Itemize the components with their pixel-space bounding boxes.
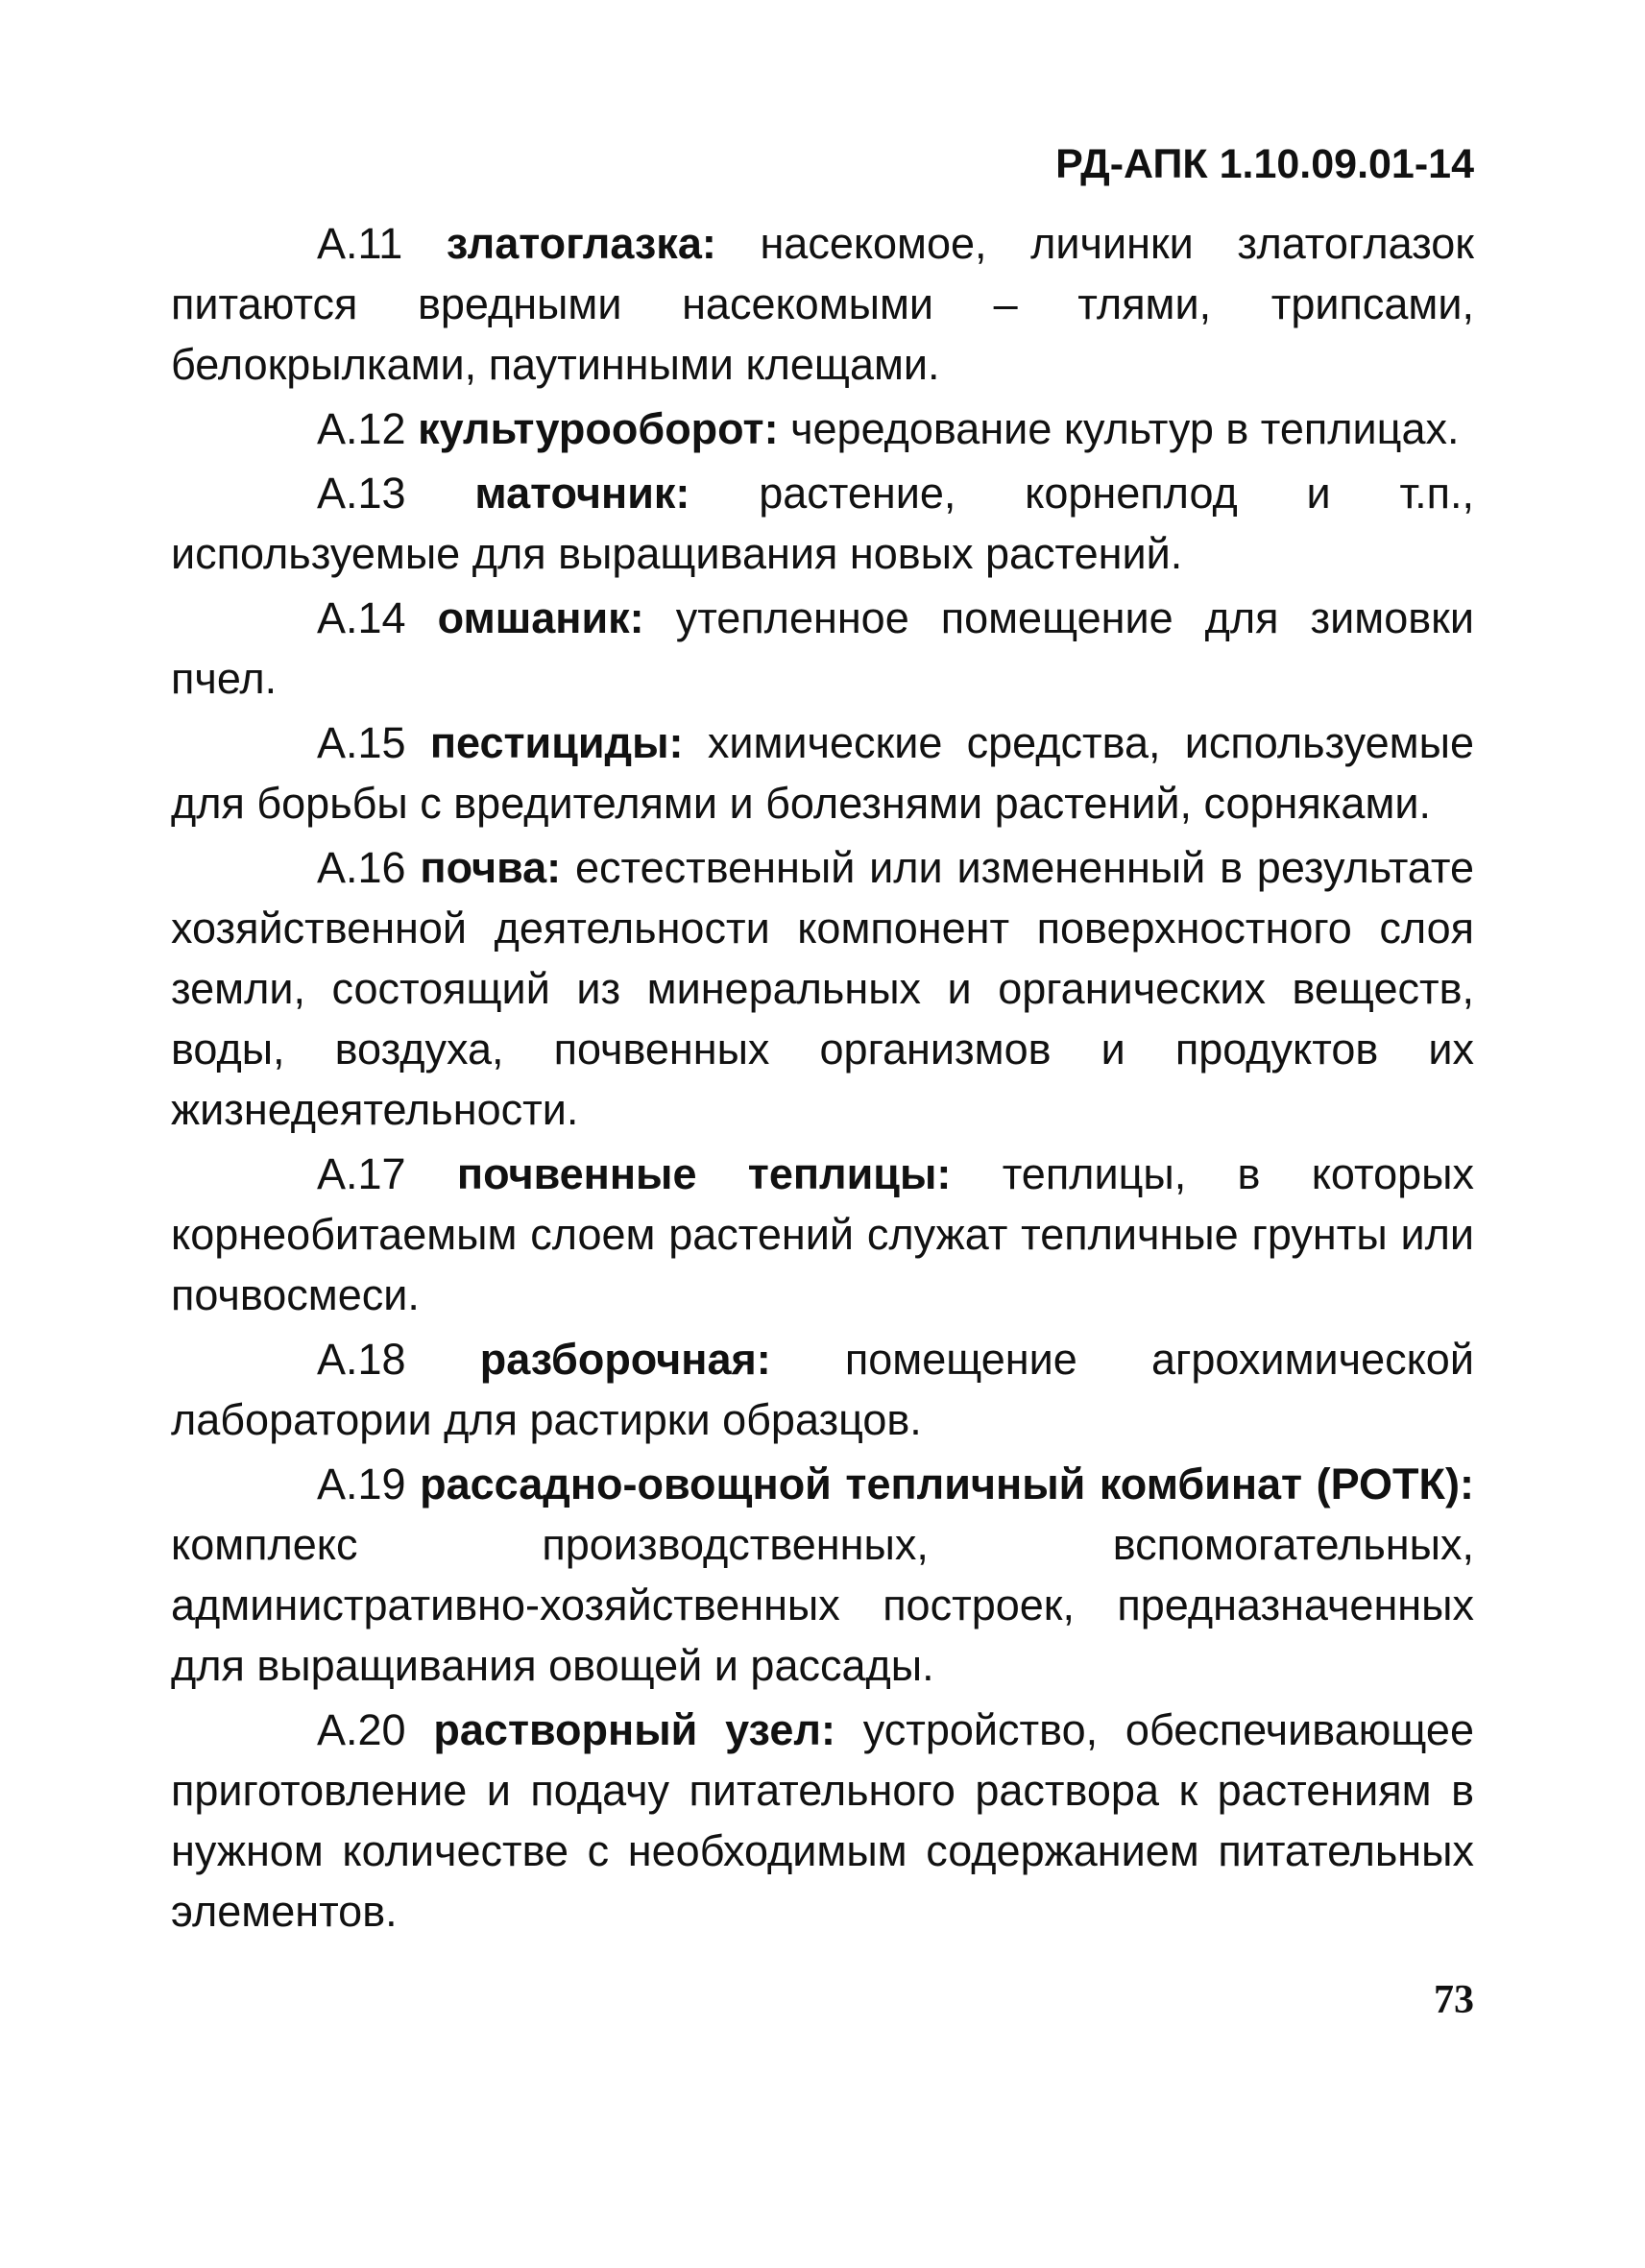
entry-number: А.19	[317, 1460, 406, 1508]
definition-entry	[171, 398, 1474, 459]
entry-number: А.15	[317, 718, 406, 767]
definition-entry	[171, 213, 1474, 395]
entry-definition: насекомое, личинки златоглазок питаются вредными насекомыми – тлями, трипсами, белокрылками, паутинными клещами.	[171, 219, 1474, 389]
definition-entry	[171, 1144, 1474, 1325]
document-code: РД-АПК 1.10.09.01-14	[1055, 141, 1474, 187]
definition-entry	[171, 712, 1474, 833]
definition-entry	[171, 588, 1474, 709]
entry-definition: помещение агрохимической лаборатории для растирки образцов.	[171, 1335, 1474, 1444]
definition-entry	[171, 1454, 1474, 1696]
definition-entry	[171, 463, 1474, 584]
entry-term: почва:	[420, 843, 562, 892]
entry-number: А.12	[317, 404, 406, 453]
entry-term: культурооборот:	[418, 404, 779, 453]
entry-term: омшаник:	[437, 593, 644, 642]
definition-entry	[171, 837, 1474, 1140]
entry-number: А.17	[317, 1149, 406, 1198]
entry-definition: устройство, обеспечивающее приготовление и подачу питательного раствора к растениям в нужном количестве с необходимым содержанием питательных элементов.	[171, 1705, 1474, 1936]
entry-definition: теплицы, в которых корнеобитаемым слоем растений служат тепличные грунты или почвосмеси.	[171, 1149, 1474, 1319]
definition-entry	[171, 1329, 1474, 1450]
entry-definition: растение, корнеплод и т.п., используемые для выращивания новых растений.	[171, 469, 1474, 578]
entry-term: растворный узел:	[433, 1705, 835, 1754]
entry-number: А.18	[317, 1335, 406, 1384]
page-number: 73	[1434, 1978, 1474, 2022]
entry-definition: комплекс производственных, вспомогательных, административно-хозяйственных построек, предназначенных для выращивания овощей и рассады.	[171, 1520, 1474, 1690]
entry-term: пестициды:	[429, 718, 684, 767]
entry-definition: химические средства, используемые для борьбы с вредителями и болезнями растений, сорняками.	[171, 718, 1474, 828]
entry-term: рассадно-овощной тепличный комбинат (РОТК):	[420, 1460, 1474, 1508]
entry-definition: утепленное помещение для зимовки пчел.	[171, 593, 1474, 703]
entry-number: А.20	[317, 1705, 406, 1754]
entry-number: А.14	[317, 593, 406, 642]
entry-term: почвенные теплицы:	[456, 1149, 952, 1198]
definitions-list	[171, 213, 1474, 1945]
entry-definition: естественный или измененный в результате хозяйственной деятельности компонент поверхностного слоя земли, состоящий из минеральных и органических веществ, воды, воздуха, почвенных организмов и продуктов их жизнедеятельности.	[171, 843, 1474, 1134]
entry-number: А.11	[317, 219, 403, 268]
entry-term: разборочная:	[479, 1335, 771, 1384]
entry-definition: чередование культур в теплицах.	[790, 404, 1460, 453]
entry-number: А.16	[317, 843, 406, 892]
entry-number: А.13	[317, 469, 406, 518]
entry-term: златоглазка:	[446, 219, 716, 268]
entry-term: маточник:	[474, 469, 690, 518]
definition-entry	[171, 1700, 1474, 1942]
